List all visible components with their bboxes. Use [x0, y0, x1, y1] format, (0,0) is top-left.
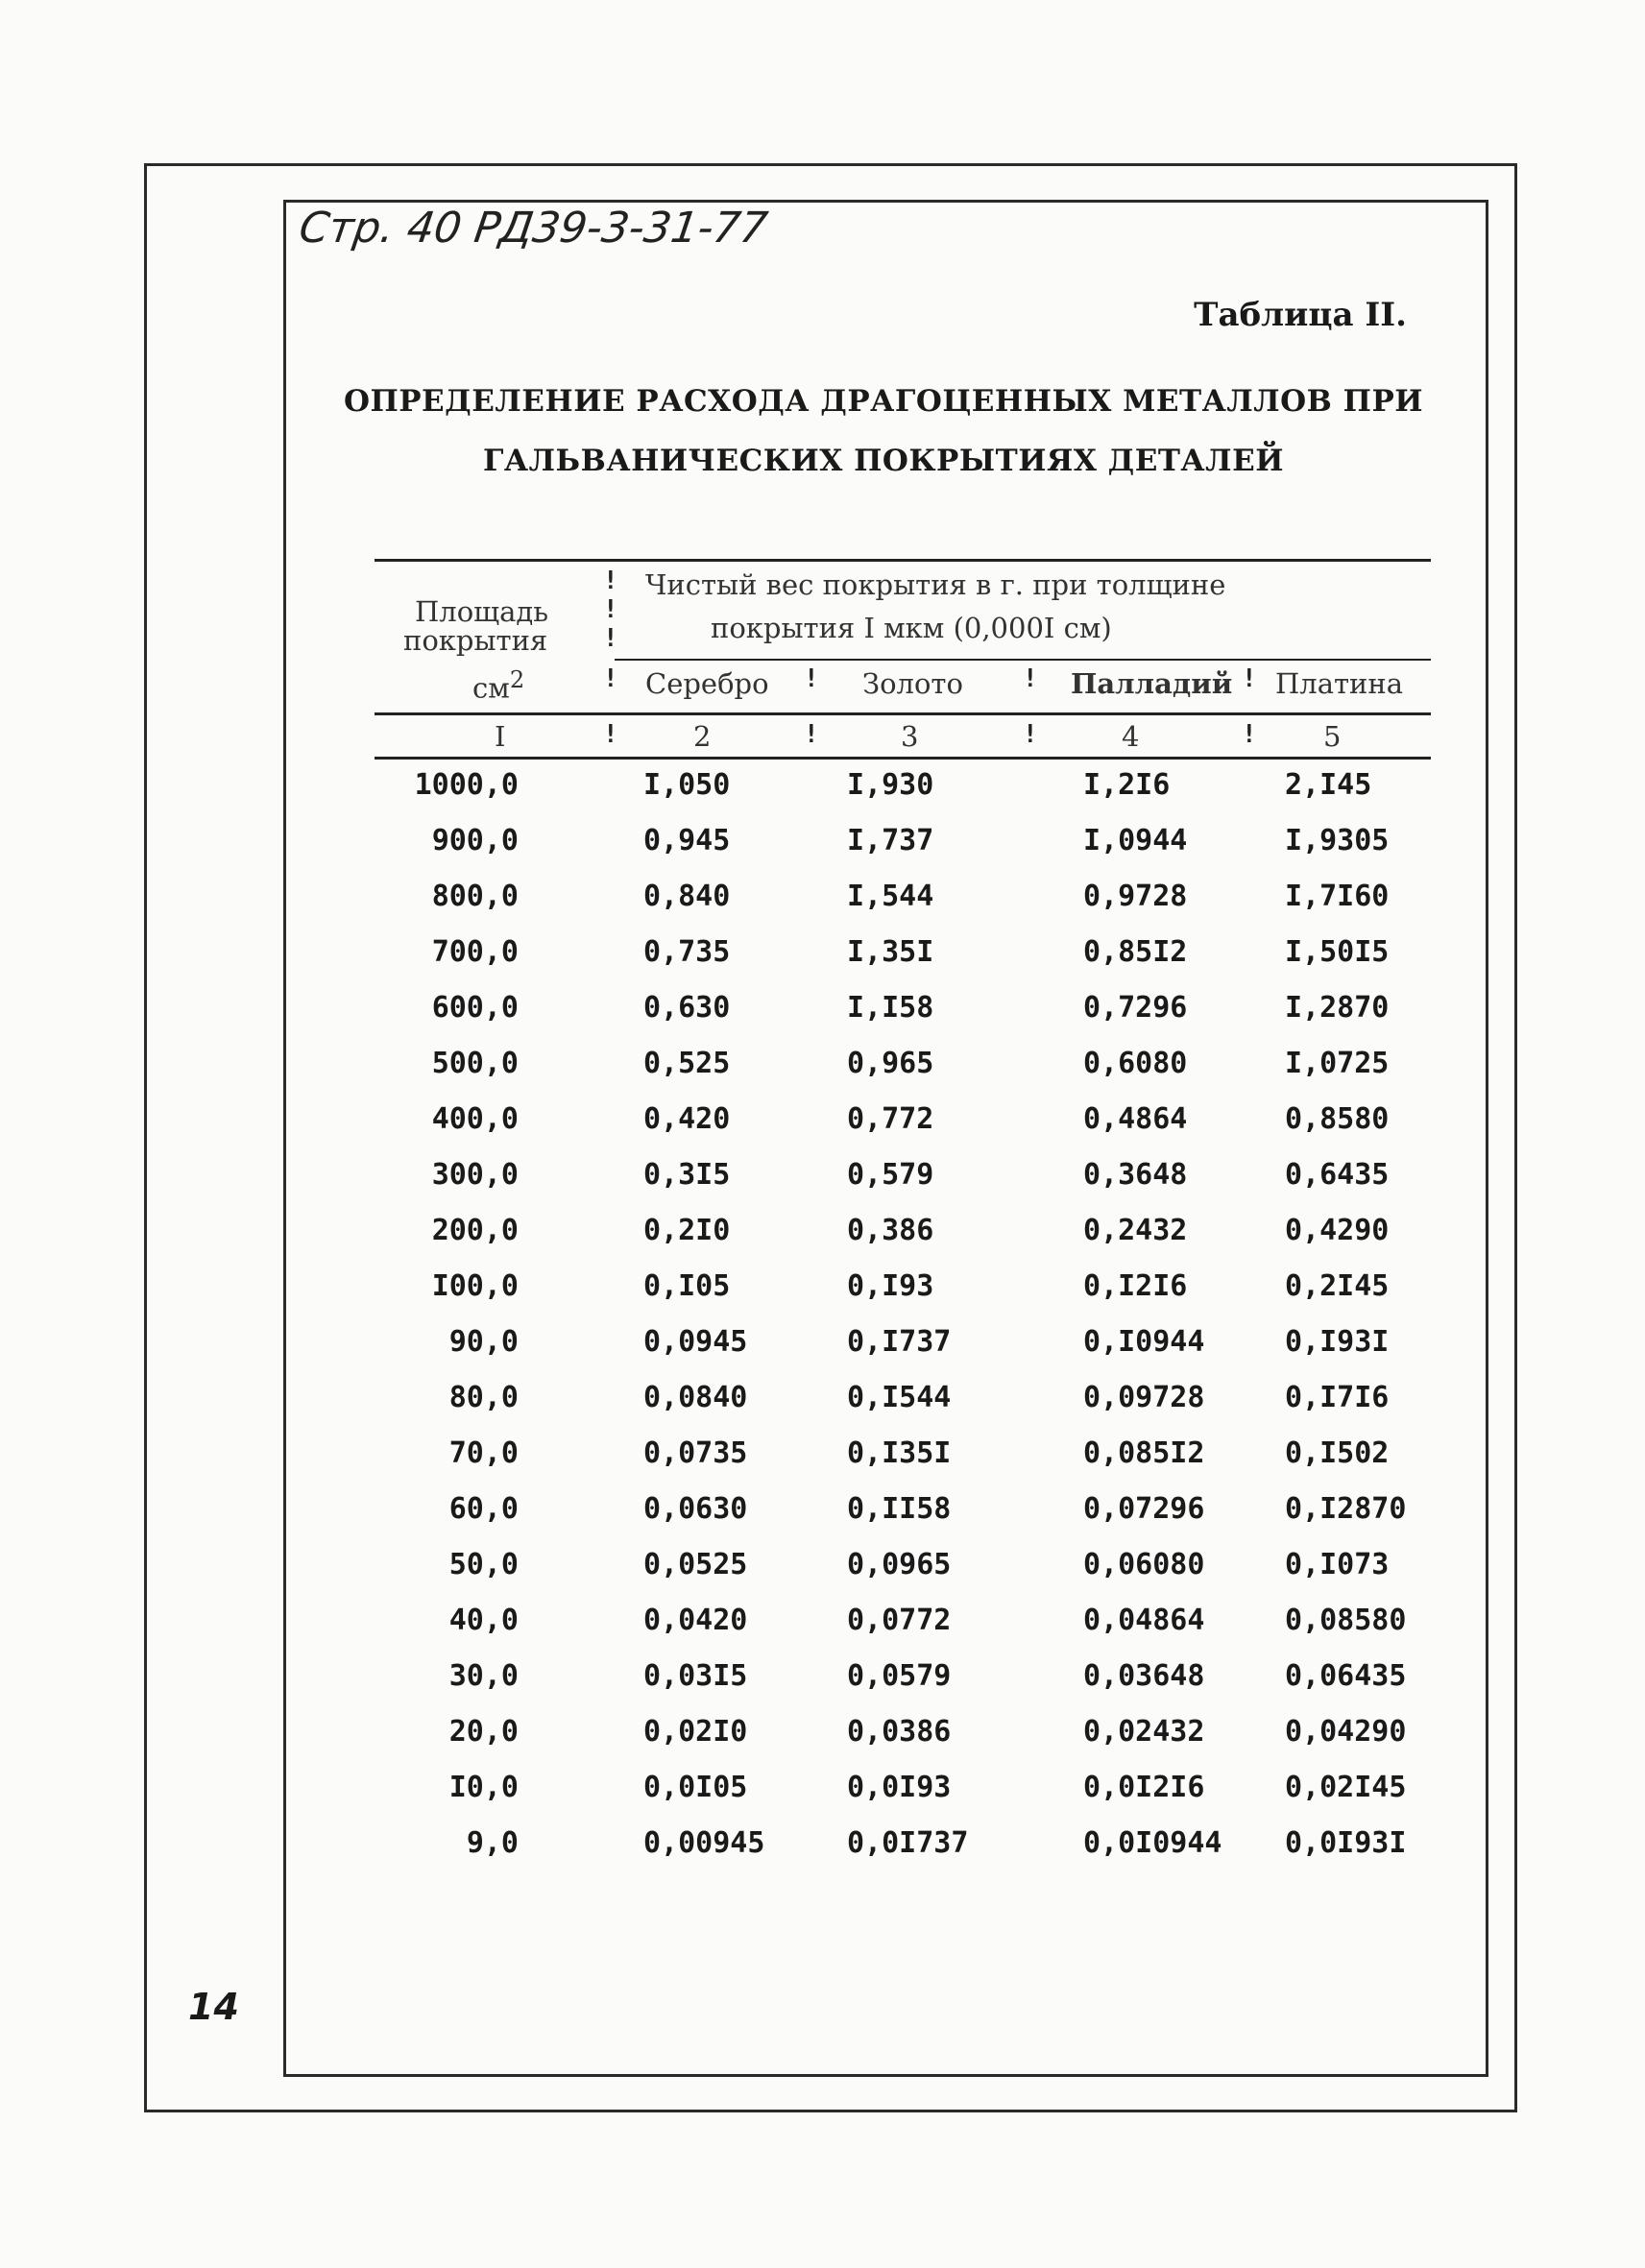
- gold-cell: I,737: [847, 824, 934, 857]
- column-number-1: I: [495, 720, 506, 753]
- area-cell: 70,0: [448, 1436, 519, 1470]
- separator-mark: !: [603, 595, 618, 624]
- area-cell: 700,0: [431, 935, 519, 969]
- area-cell: I00,0: [431, 1269, 519, 1303]
- table-number: Таблица II.: [1194, 296, 1407, 334]
- silver-cell: 0,0630: [643, 1492, 748, 1526]
- platinum-cell: 0,2I45: [1285, 1269, 1390, 1303]
- silver-cell: 0,3I5: [643, 1158, 731, 1192]
- silver-cell: 0,525: [643, 1047, 731, 1080]
- page-number: 14: [188, 1986, 239, 2028]
- gold-cell: 0,I737: [847, 1325, 952, 1359]
- separator-mark: !: [1242, 664, 1257, 693]
- table-row: [375, 1604, 1431, 1659]
- area-cell: 500,0: [431, 1047, 519, 1080]
- silver-cell: 0,420: [643, 1102, 731, 1136]
- platinum-cell: 0,06435: [1285, 1659, 1407, 1693]
- silver-cell: 0,945: [643, 824, 731, 857]
- table-row: [375, 768, 1431, 824]
- platinum-cell: I,7I60: [1285, 880, 1390, 913]
- silver-cell: I,050: [643, 768, 731, 802]
- area-cell: 90,0: [448, 1325, 519, 1359]
- separator-mark: !: [603, 567, 618, 595]
- title-line-1: ОПРЕДЕЛЕНИЕ РАСХОДА ДРАГОЦЕННЫХ МЕТАЛЛОВ ПРИ: [343, 384, 1424, 419]
- title-line-2: ГАЛЬВАНИЧЕСКИХ ПОКРЫТИЯХ ДЕТАЛЕЙ: [482, 444, 1285, 478]
- area-header-line-1: Площадь: [415, 595, 549, 628]
- gold-cell: 0,386: [847, 1214, 934, 1247]
- palladium-cell: 0,85I2: [1083, 935, 1188, 969]
- document-reference: Стр. 40 РД39-3-31-77: [296, 204, 771, 253]
- column-number-3: 3: [901, 720, 919, 753]
- palladium-cell: I,0944: [1083, 824, 1188, 857]
- area-header-line-3: [472, 666, 524, 705]
- separator-mark: !: [603, 720, 618, 749]
- area-cell: 400,0: [431, 1102, 519, 1136]
- table-row: [375, 1548, 1431, 1604]
- area-cell: 20,0: [448, 1715, 519, 1749]
- table-row: [375, 1771, 1431, 1826]
- table-row: [375, 880, 1431, 935]
- platinum-cell: I,50I5: [1285, 935, 1390, 969]
- table-row: [375, 1214, 1431, 1269]
- column-header-platinum: Платина: [1275, 667, 1403, 700]
- table-row: [375, 1102, 1431, 1158]
- separator-mark: !: [1023, 720, 1038, 749]
- area-cell: 60,0: [448, 1492, 519, 1526]
- palladium-cell: 0,7296: [1083, 991, 1188, 1025]
- platinum-cell: 0,4290: [1285, 1214, 1390, 1247]
- table-row: [375, 1158, 1431, 1214]
- table-row: [375, 1826, 1431, 1882]
- area-cell: 1000,0: [414, 768, 519, 802]
- silver-cell: 0,2I0: [643, 1214, 731, 1247]
- platinum-cell: 2,I45: [1285, 768, 1372, 802]
- table-row: [375, 824, 1431, 880]
- silver-cell: 0,00945: [643, 1826, 765, 1860]
- table-row: [375, 991, 1431, 1047]
- area-cell: 800,0: [431, 880, 519, 913]
- area-cell: 200,0: [431, 1214, 519, 1247]
- gold-cell: 0,965: [847, 1047, 934, 1080]
- area-cell: 30,0: [448, 1659, 519, 1693]
- palladium-cell: 0,07296: [1083, 1492, 1205, 1526]
- gold-cell: 0,I544: [847, 1381, 952, 1414]
- gold-cell: 0,579: [847, 1158, 934, 1192]
- gold-cell: 0,0I93: [847, 1771, 952, 1804]
- silver-cell: 0,630: [643, 991, 731, 1025]
- palladium-cell: 0,09728: [1083, 1381, 1205, 1414]
- silver-cell: 0,0I05: [643, 1771, 748, 1804]
- palladium-cell: 0,I0944: [1083, 1325, 1205, 1359]
- separator-mark: !: [1242, 720, 1257, 749]
- area-header-unit: см: [472, 671, 510, 705]
- separator-mark: !: [804, 664, 819, 693]
- platinum-cell: 0,02I45: [1285, 1771, 1407, 1804]
- table-row: [375, 1715, 1431, 1771]
- platinum-cell: 0,08580: [1285, 1604, 1407, 1637]
- silver-cell: 0,0840: [643, 1381, 748, 1414]
- gold-cell: 0,0386: [847, 1715, 952, 1749]
- gold-cell: 0,0772: [847, 1604, 952, 1637]
- palladium-cell: 0,03648: [1083, 1659, 1205, 1693]
- separator-mark: !: [1023, 664, 1038, 693]
- table-row: [375, 1325, 1431, 1381]
- separator-mark: !: [603, 664, 618, 693]
- table-top-rule: [375, 559, 1431, 562]
- header-bottom-rule: [375, 712, 1431, 715]
- column-number-rule: [375, 757, 1431, 760]
- palladium-cell: 0,I2I6: [1083, 1269, 1188, 1303]
- subheader-rule: [615, 659, 1431, 661]
- gold-cell: 0,0579: [847, 1659, 952, 1693]
- area-cell: 900,0: [431, 824, 519, 857]
- column-header-gold: Золото: [862, 667, 963, 700]
- palladium-cell: 0,04864: [1083, 1604, 1205, 1637]
- silver-cell: 0,02I0: [643, 1715, 748, 1749]
- table-row: [375, 935, 1431, 991]
- platinum-cell: 0,0I93I: [1285, 1826, 1407, 1860]
- area-cell: 300,0: [431, 1158, 519, 1192]
- area-cell: 9,0: [466, 1826, 519, 1860]
- palladium-cell: 0,6080: [1083, 1047, 1188, 1080]
- area-cell: 50,0: [448, 1548, 519, 1581]
- table-row: [375, 1492, 1431, 1548]
- palladium-cell: 0,02432: [1083, 1715, 1205, 1749]
- platinum-cell: I,0725: [1285, 1047, 1390, 1080]
- palladium-cell: 0,9728: [1083, 880, 1188, 913]
- palladium-cell: 0,0I2I6: [1083, 1771, 1205, 1804]
- platinum-cell: 0,I502: [1285, 1436, 1390, 1470]
- area-cell: I0,0: [448, 1771, 519, 1804]
- palladium-cell: I,2I6: [1083, 768, 1171, 802]
- platinum-cell: 0,I2870: [1285, 1492, 1407, 1526]
- palladium-cell: 0,085I2: [1083, 1436, 1205, 1470]
- platinum-cell: 0,I7I6: [1285, 1381, 1390, 1414]
- palladium-cell: 0,0I0944: [1083, 1826, 1222, 1860]
- area-header-line-2: покрытия: [403, 624, 548, 657]
- gold-cell: 0,0965: [847, 1548, 952, 1581]
- palladium-cell: 0,06080: [1083, 1548, 1205, 1581]
- column-header-palladium: Палладий: [1071, 667, 1233, 700]
- platinum-cell: I,2870: [1285, 991, 1390, 1025]
- platinum-cell: 0,6435: [1285, 1158, 1390, 1192]
- column-number-5: 5: [1323, 720, 1342, 753]
- column-number-4: 4: [1122, 720, 1140, 753]
- table-row: [375, 1659, 1431, 1715]
- platinum-cell: I,9305: [1285, 824, 1390, 857]
- area-header-superscript: 2: [509, 666, 525, 693]
- column-number-2: 2: [693, 720, 712, 753]
- silver-cell: 0,0945: [643, 1325, 748, 1359]
- group-header-line-1: Чистый вес покрытия в г. при толщине: [645, 568, 1226, 601]
- palladium-cell: 0,4864: [1083, 1102, 1188, 1136]
- silver-cell: 0,0735: [643, 1436, 748, 1470]
- group-header-line-2: покрытия I мкм (0,000I см): [711, 612, 1112, 644]
- gold-cell: I,I58: [847, 991, 934, 1025]
- area-cell: 40,0: [448, 1604, 519, 1637]
- silver-cell: 0,0420: [643, 1604, 748, 1637]
- separator-mark: !: [804, 720, 819, 749]
- silver-cell: 0,840: [643, 880, 731, 913]
- platinum-cell: 0,I93I: [1285, 1325, 1390, 1359]
- silver-cell: 0,I05: [643, 1269, 731, 1303]
- gold-cell: 0,0I737: [847, 1826, 969, 1860]
- silver-cell: 0,0525: [643, 1548, 748, 1581]
- table-row: [375, 1047, 1431, 1102]
- table-row: [375, 1269, 1431, 1325]
- gold-cell: I,930: [847, 768, 934, 802]
- platinum-cell: 0,8580: [1285, 1102, 1390, 1136]
- gold-cell: 0,I93: [847, 1269, 934, 1303]
- table-row: [375, 1436, 1431, 1492]
- area-cell: 80,0: [448, 1381, 519, 1414]
- gold-cell: 0,I35I: [847, 1436, 952, 1470]
- gold-cell: I,544: [847, 880, 934, 913]
- gold-cell: 0,II58: [847, 1492, 952, 1526]
- gold-cell: I,35I: [847, 935, 934, 969]
- area-cell: 600,0: [431, 991, 519, 1025]
- platinum-cell: 0,I073: [1285, 1548, 1390, 1581]
- silver-cell: 0,735: [643, 935, 731, 969]
- palladium-cell: 0,2432: [1083, 1214, 1188, 1247]
- silver-cell: 0,03I5: [643, 1659, 748, 1693]
- separator-mark: !: [603, 624, 618, 653]
- gold-cell: 0,772: [847, 1102, 934, 1136]
- platinum-cell: 0,04290: [1285, 1715, 1407, 1749]
- palladium-cell: 0,3648: [1083, 1158, 1188, 1192]
- table-row: [375, 1381, 1431, 1436]
- column-header-silver: Серебро: [645, 667, 769, 700]
